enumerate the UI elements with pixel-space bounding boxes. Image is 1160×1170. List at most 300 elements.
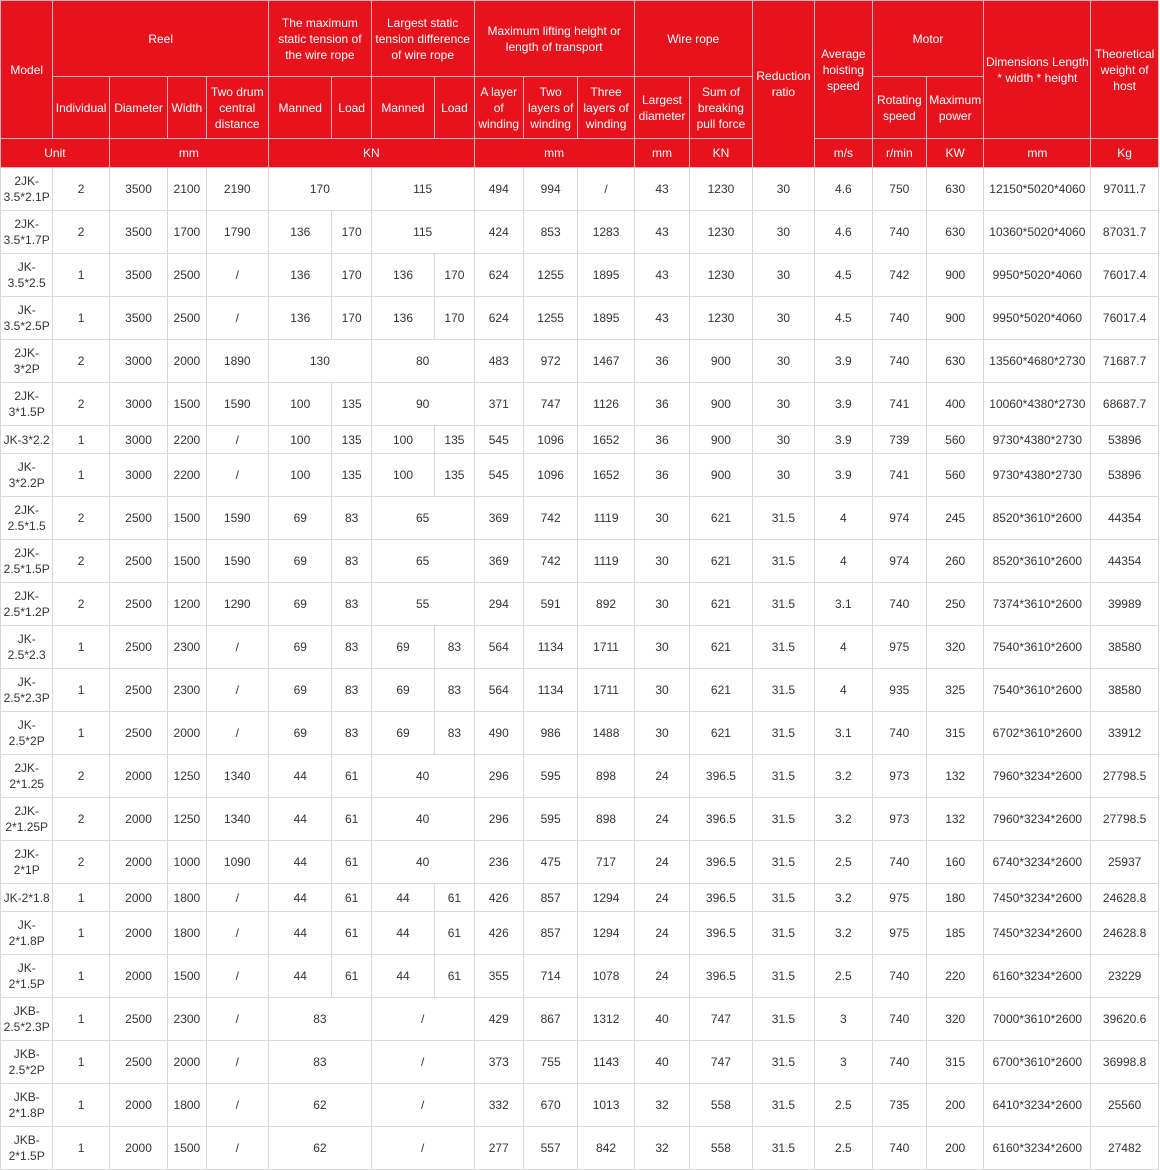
tension-diff-manned-cell: 100 (371, 454, 434, 497)
units-tension: KN (269, 139, 475, 168)
power-cell: 220 (927, 955, 984, 998)
max-tension-manned-cell: 44 (269, 912, 332, 955)
max-tension-manned-cell: 44 (269, 755, 332, 798)
drum-distance-cell: / (206, 426, 268, 454)
two-layers-cell: 742 (523, 540, 577, 583)
power-cell: 245 (927, 497, 984, 540)
table-row (1, 841, 1159, 884)
tension-diff-manned-cell: 69 (371, 712, 434, 755)
three-layers-cell: 1711 (578, 626, 634, 669)
weight-cell: 39620.6 (1091, 998, 1159, 1041)
power-cell: 630 (927, 211, 984, 254)
width-cell: 1500 (168, 1127, 206, 1170)
reduction-ratio-cell: 31.5 (752, 884, 814, 912)
hoisting-speed-cell: 2.5 (815, 1127, 872, 1170)
one-layer-cell: 424 (474, 211, 523, 254)
one-layer-cell: 426 (474, 912, 523, 955)
hoisting-speed-cell: 2.5 (815, 841, 872, 884)
tension-diff-load-cell: 61 (435, 884, 474, 912)
diameter-cell: 3500 (109, 297, 167, 340)
hoisting-speed-cell: 4 (815, 497, 872, 540)
table-row (1, 1084, 1159, 1127)
max-tension-load-cell: 170 (332, 297, 371, 340)
individual-cell: 2 (53, 211, 109, 254)
one-layer-cell: 294 (474, 583, 523, 626)
three-layers-cell: 1119 (578, 540, 634, 583)
tension-diff-manned-cell: 69 (371, 669, 434, 712)
rope-diameter-cell: 43 (634, 297, 689, 340)
power-cell: 180 (927, 884, 984, 912)
table-row (1, 211, 1159, 254)
weight-cell: 27482 (1091, 1127, 1159, 1170)
units-weight: Kg (1091, 139, 1159, 168)
model-cell: JKB-2.5*2.3P (1, 998, 53, 1041)
table-row (1, 626, 1159, 669)
tension-diff-manned-cell: 136 (371, 254, 434, 297)
width-cell: 2500 (168, 254, 206, 297)
header-wire-rope: Wire rope (634, 1, 752, 77)
drum-distance-cell: / (206, 626, 268, 669)
individual-cell: 1 (53, 426, 109, 454)
drum-distance-cell: / (206, 297, 268, 340)
header-one-layer: A layer of winding (474, 77, 523, 139)
rope-diameter-cell: 43 (634, 211, 689, 254)
three-layers-cell: 1013 (578, 1084, 634, 1127)
two-layers-cell: 1255 (523, 297, 577, 340)
tension-diff-load-cell: 61 (435, 912, 474, 955)
dimensions-cell: 9950*5020*4060 (984, 297, 1091, 340)
model-cell: JK-3.5*2.5P (1, 297, 53, 340)
max-tension-load-cell: 61 (332, 798, 371, 841)
drum-distance-cell: 1340 (206, 798, 268, 841)
rope-diameter-cell: 32 (634, 1127, 689, 1170)
rope-diameter-cell: 32 (634, 1084, 689, 1127)
breaking-force-cell: 1230 (690, 168, 752, 211)
breaking-force-cell: 396.5 (690, 884, 752, 912)
table-body (1, 168, 1159, 1170)
tension-diff-cell: 40 (371, 841, 474, 884)
header-tension-manned: Manned (269, 77, 332, 139)
rope-diameter-cell: 24 (634, 841, 689, 884)
one-layer-cell: 296 (474, 755, 523, 798)
weight-cell: 76017.4 (1091, 254, 1159, 297)
header-reel: Reel (53, 1, 269, 77)
model-cell: 2JK-2.5*1.5 (1, 497, 53, 540)
rotating-speed-cell: 740 (872, 712, 926, 755)
max-tension-cell: 83 (269, 998, 372, 1041)
tension-diff-cell: / (371, 1084, 474, 1127)
units-label: Unit (1, 139, 110, 168)
breaking-force-cell: 396.5 (690, 912, 752, 955)
two-layers-cell: 591 (523, 583, 577, 626)
two-layers-cell: 1255 (523, 254, 577, 297)
power-cell: 325 (927, 669, 984, 712)
max-tension-load-cell: 61 (332, 955, 371, 998)
model-cell: JK-3.5*2.5 (1, 254, 53, 297)
max-tension-load-cell: 83 (332, 583, 371, 626)
width-cell: 1700 (168, 211, 206, 254)
model-cell: JK-3*2.2 (1, 426, 53, 454)
dimensions-cell: 8520*3610*2600 (984, 497, 1091, 540)
two-layers-cell: 670 (523, 1084, 577, 1127)
width-cell: 2200 (168, 426, 206, 454)
width-cell: 1500 (168, 540, 206, 583)
individual-cell: 2 (53, 841, 109, 884)
diameter-cell: 2000 (109, 955, 167, 998)
one-layer-cell: 371 (474, 383, 523, 426)
model-cell: JK-2.5*2P (1, 712, 53, 755)
dimensions-cell: 7540*3610*2600 (984, 669, 1091, 712)
table-row (1, 383, 1159, 426)
weight-cell: 68687.7 (1091, 383, 1159, 426)
reduction-ratio-cell: 30 (752, 168, 814, 211)
rope-diameter-cell: 30 (634, 626, 689, 669)
model-cell: JK-3*2.2P (1, 454, 53, 497)
rope-diameter-cell: 30 (634, 712, 689, 755)
reduction-ratio-cell: 31.5 (752, 1084, 814, 1127)
dimensions-cell: 10060*4380*2730 (984, 383, 1091, 426)
three-layers-cell: / (578, 168, 634, 211)
power-cell: 560 (927, 454, 984, 497)
max-tension-cell: 62 (269, 1127, 372, 1170)
rope-diameter-cell: 24 (634, 912, 689, 955)
two-layers-cell: 714 (523, 955, 577, 998)
drum-distance-cell: 1090 (206, 841, 268, 884)
rotating-speed-cell: 740 (872, 340, 926, 383)
hoisting-speed-cell: 2.5 (815, 1084, 872, 1127)
rotating-speed-cell: 740 (872, 841, 926, 884)
max-tension-manned-cell: 69 (269, 669, 332, 712)
max-tension-load-cell: 135 (332, 454, 371, 497)
one-layer-cell: 624 (474, 254, 523, 297)
one-layer-cell: 564 (474, 669, 523, 712)
header-max-static-tension: The maximum static tension of the wire rope (269, 1, 372, 77)
weight-cell: 53896 (1091, 454, 1159, 497)
two-layers-cell: 994 (523, 168, 577, 211)
model-cell: JK-2.5*2.3 (1, 626, 53, 669)
drum-distance-cell: / (206, 254, 268, 297)
drum-distance-cell: / (206, 998, 268, 1041)
weight-cell: 76017.4 (1091, 297, 1159, 340)
units-dimensions: mm (984, 139, 1091, 168)
two-layers-cell: 853 (523, 211, 577, 254)
max-tension-load-cell: 61 (332, 755, 371, 798)
hoisting-speed-cell: 3 (815, 1041, 872, 1084)
width-cell: 1500 (168, 955, 206, 998)
power-cell: 320 (927, 998, 984, 1041)
drum-distance-cell: 1340 (206, 755, 268, 798)
model-cell: 2JK-3*2P (1, 340, 53, 383)
weight-cell: 44354 (1091, 497, 1159, 540)
tension-diff-cell: / (371, 1041, 474, 1084)
power-cell: 400 (927, 383, 984, 426)
max-tension-cell: 62 (269, 1084, 372, 1127)
reduction-ratio-cell: 31.5 (752, 798, 814, 841)
width-cell: 2000 (168, 340, 206, 383)
rope-diameter-cell: 36 (634, 454, 689, 497)
width-cell: 2500 (168, 297, 206, 340)
power-cell: 320 (927, 626, 984, 669)
diameter-cell: 2000 (109, 841, 167, 884)
three-layers-cell: 1294 (578, 884, 634, 912)
reduction-ratio-cell: 30 (752, 340, 814, 383)
three-layers-cell: 1283 (578, 211, 634, 254)
two-layers-cell: 857 (523, 884, 577, 912)
dimensions-cell: 9950*5020*4060 (984, 254, 1091, 297)
model-cell: JKB-2.5*2P (1, 1041, 53, 1084)
weight-cell: 53896 (1091, 426, 1159, 454)
reduction-ratio-cell: 31.5 (752, 955, 814, 998)
table-header (1, 1, 1159, 168)
diameter-cell: 2000 (109, 912, 167, 955)
power-cell: 315 (927, 1041, 984, 1084)
hoisting-speed-cell: 4 (815, 540, 872, 583)
max-tension-manned-cell: 100 (269, 454, 332, 497)
rotating-speed-cell: 742 (872, 254, 926, 297)
individual-cell: 2 (53, 340, 109, 383)
breaking-force-cell: 621 (690, 540, 752, 583)
tension-diff-cell: 55 (371, 583, 474, 626)
two-layers-cell: 867 (523, 998, 577, 1041)
individual-cell: 2 (53, 168, 109, 211)
drum-distance-cell: 1890 (206, 340, 268, 383)
three-layers-cell: 1711 (578, 669, 634, 712)
header-max-lifting-height: Maximum lifting height or length of transport (474, 1, 634, 77)
two-layers-cell: 1134 (523, 626, 577, 669)
weight-cell: 25937 (1091, 841, 1159, 884)
header-diff-manned: Manned (371, 77, 434, 139)
breaking-force-cell: 621 (690, 497, 752, 540)
tension-diff-manned-cell: 44 (371, 912, 434, 955)
weight-cell: 97011.7 (1091, 168, 1159, 211)
hoisting-speed-cell: 2.5 (815, 955, 872, 998)
individual-cell: 1 (53, 297, 109, 340)
two-layers-cell: 595 (523, 755, 577, 798)
rotating-speed-cell: 741 (872, 454, 926, 497)
hoisting-speed-cell: 3.9 (815, 340, 872, 383)
diameter-cell: 2000 (109, 1084, 167, 1127)
rotating-speed-cell: 974 (872, 540, 926, 583)
breaking-force-cell: 621 (690, 669, 752, 712)
hoisting-speed-cell: 4.6 (815, 211, 872, 254)
three-layers-cell: 1488 (578, 712, 634, 755)
tension-diff-load-cell: 83 (435, 626, 474, 669)
breaking-force-cell: 558 (690, 1084, 752, 1127)
max-tension-load-cell: 61 (332, 841, 371, 884)
reduction-ratio-cell: 31.5 (752, 626, 814, 669)
header-reduction-ratio: Reduction ratio (752, 1, 814, 168)
max-tension-manned-cell: 136 (269, 211, 332, 254)
max-tension-manned-cell: 100 (269, 426, 332, 454)
weight-cell: 24628.8 (1091, 912, 1159, 955)
max-tension-load-cell: 135 (332, 383, 371, 426)
individual-cell: 1 (53, 1041, 109, 1084)
drum-distance-cell: / (206, 712, 268, 755)
hoisting-speed-cell: 4 (815, 669, 872, 712)
three-layers-cell: 1294 (578, 912, 634, 955)
individual-cell: 1 (53, 955, 109, 998)
tension-diff-load-cell: 83 (435, 712, 474, 755)
power-cell: 132 (927, 755, 984, 798)
table-row (1, 426, 1159, 454)
one-layer-cell: 369 (474, 540, 523, 583)
three-layers-cell: 1312 (578, 998, 634, 1041)
hoisting-speed-cell: 4 (815, 626, 872, 669)
max-tension-manned-cell: 136 (269, 254, 332, 297)
max-tension-manned-cell: 44 (269, 841, 332, 884)
table-row (1, 583, 1159, 626)
breaking-force-cell: 1230 (690, 211, 752, 254)
one-layer-cell: 483 (474, 340, 523, 383)
power-cell: 200 (927, 1127, 984, 1170)
width-cell: 1800 (168, 1084, 206, 1127)
model-cell: 2JK-2*1.25 (1, 755, 53, 798)
model-cell: 2JK-2.5*1.5P (1, 540, 53, 583)
dimensions-cell: 6740*3234*2600 (984, 841, 1091, 884)
drum-distance-cell: 1790 (206, 211, 268, 254)
dimensions-cell: 12150*5020*4060 (984, 168, 1091, 211)
power-cell: 132 (927, 798, 984, 841)
max-tension-manned-cell: 69 (269, 712, 332, 755)
header-motor: Motor (872, 1, 984, 77)
tension-diff-load-cell: 83 (435, 669, 474, 712)
table-row (1, 297, 1159, 340)
reduction-ratio-cell: 31.5 (752, 497, 814, 540)
rotating-speed-cell: 735 (872, 1084, 926, 1127)
weight-cell: 44354 (1091, 540, 1159, 583)
dimensions-cell: 9730*4380*2730 (984, 454, 1091, 497)
drum-distance-cell: / (206, 1127, 268, 1170)
table-row (1, 712, 1159, 755)
rotating-speed-cell: 974 (872, 497, 926, 540)
rotating-speed-cell: 740 (872, 211, 926, 254)
tension-diff-manned-cell: 44 (371, 884, 434, 912)
model-cell: JK-2*1.5P (1, 955, 53, 998)
max-tension-load-cell: 83 (332, 497, 371, 540)
one-layer-cell: 373 (474, 1041, 523, 1084)
one-layer-cell: 332 (474, 1084, 523, 1127)
power-cell: 160 (927, 841, 984, 884)
three-layers-cell: 1467 (578, 340, 634, 383)
drum-distance-cell: / (206, 1084, 268, 1127)
individual-cell: 1 (53, 1127, 109, 1170)
two-layers-cell: 857 (523, 912, 577, 955)
header-two-layers: Two layers of winding (523, 77, 577, 139)
max-tension-load-cell: 83 (332, 540, 371, 583)
diameter-cell: 2500 (109, 998, 167, 1041)
tension-diff-cell: 90 (371, 383, 474, 426)
tension-diff-cell: 80 (371, 340, 474, 383)
three-layers-cell: 1652 (578, 426, 634, 454)
hoisting-speed-cell: 3.2 (815, 798, 872, 841)
dimensions-cell: 7450*3234*2600 (984, 912, 1091, 955)
reduction-ratio-cell: 31.5 (752, 755, 814, 798)
header-breaking-pull-force: Sum of breaking pull force (690, 77, 752, 139)
max-tension-manned-cell: 44 (269, 798, 332, 841)
rotating-speed-cell: 975 (872, 884, 926, 912)
rope-diameter-cell: 24 (634, 884, 689, 912)
one-layer-cell: 426 (474, 884, 523, 912)
hoisting-speed-cell: 3.1 (815, 583, 872, 626)
breaking-force-cell: 900 (690, 426, 752, 454)
tension-diff-load-cell: 135 (435, 426, 474, 454)
rotating-speed-cell: 741 (872, 383, 926, 426)
reduction-ratio-cell: 31.5 (752, 1127, 814, 1170)
reduction-ratio-cell: 31.5 (752, 583, 814, 626)
breaking-force-cell: 1230 (690, 297, 752, 340)
rotating-speed-cell: 935 (872, 669, 926, 712)
table-row (1, 454, 1159, 497)
table-row (1, 884, 1159, 912)
max-tension-load-cell: 83 (332, 669, 371, 712)
drum-distance-cell: / (206, 454, 268, 497)
rotating-speed-cell: 740 (872, 1127, 926, 1170)
header-tension-load: Load (332, 77, 371, 139)
reduction-ratio-cell: 31.5 (752, 712, 814, 755)
rotating-speed-cell: 750 (872, 168, 926, 211)
model-cell: JKB-2*1.5P (1, 1127, 53, 1170)
hoisting-speed-cell: 4.5 (815, 297, 872, 340)
header-theoretical-weight: Theoretical weight of host (1091, 1, 1159, 139)
units-speed: m/s (815, 139, 872, 168)
table-row (1, 254, 1159, 297)
rope-diameter-cell: 30 (634, 540, 689, 583)
table-row (1, 340, 1159, 383)
hoisting-speed-cell: 3.1 (815, 712, 872, 755)
diameter-cell: 2500 (109, 626, 167, 669)
dimensions-cell: 6160*3234*2600 (984, 1127, 1091, 1170)
tension-diff-manned-cell: 136 (371, 297, 434, 340)
units-lifting: mm (474, 139, 634, 168)
table-row (1, 540, 1159, 583)
model-cell: 2JK-3.5*2.1P (1, 168, 53, 211)
three-layers-cell: 717 (578, 841, 634, 884)
table-row (1, 497, 1159, 540)
reduction-ratio-cell: 30 (752, 211, 814, 254)
max-tension-cell: 170 (269, 168, 372, 211)
dimensions-cell: 6700*3610*2600 (984, 1041, 1091, 1084)
max-tension-manned-cell: 69 (269, 497, 332, 540)
diameter-cell: 2500 (109, 497, 167, 540)
tension-diff-cell: / (371, 1127, 474, 1170)
model-cell: 2JK-3.5*1.7P (1, 211, 53, 254)
hoisting-speed-cell: 3.2 (815, 884, 872, 912)
header-largest-diameter: Largest diameter (634, 77, 689, 139)
diameter-cell: 2500 (109, 669, 167, 712)
individual-cell: 2 (53, 497, 109, 540)
breaking-force-cell: 900 (690, 454, 752, 497)
tension-diff-cell: 65 (371, 497, 474, 540)
drum-distance-cell: / (206, 1041, 268, 1084)
weight-cell: 39989 (1091, 583, 1159, 626)
two-layers-cell: 595 (523, 798, 577, 841)
individual-cell: 2 (53, 540, 109, 583)
rotating-speed-cell: 740 (872, 998, 926, 1041)
table-row (1, 669, 1159, 712)
breaking-force-cell: 558 (690, 1127, 752, 1170)
one-layer-cell: 545 (474, 454, 523, 497)
breaking-force-cell: 396.5 (690, 841, 752, 884)
width-cell: 1000 (168, 841, 206, 884)
max-tension-cell: 130 (269, 340, 372, 383)
max-tension-load-cell: 61 (332, 884, 371, 912)
header-maximum-power: Maximum power (927, 77, 984, 139)
diameter-cell: 3500 (109, 211, 167, 254)
width-cell: 1250 (168, 755, 206, 798)
weight-cell: 71687.7 (1091, 340, 1159, 383)
one-layer-cell: 236 (474, 841, 523, 884)
tension-diff-load-cell: 170 (435, 297, 474, 340)
